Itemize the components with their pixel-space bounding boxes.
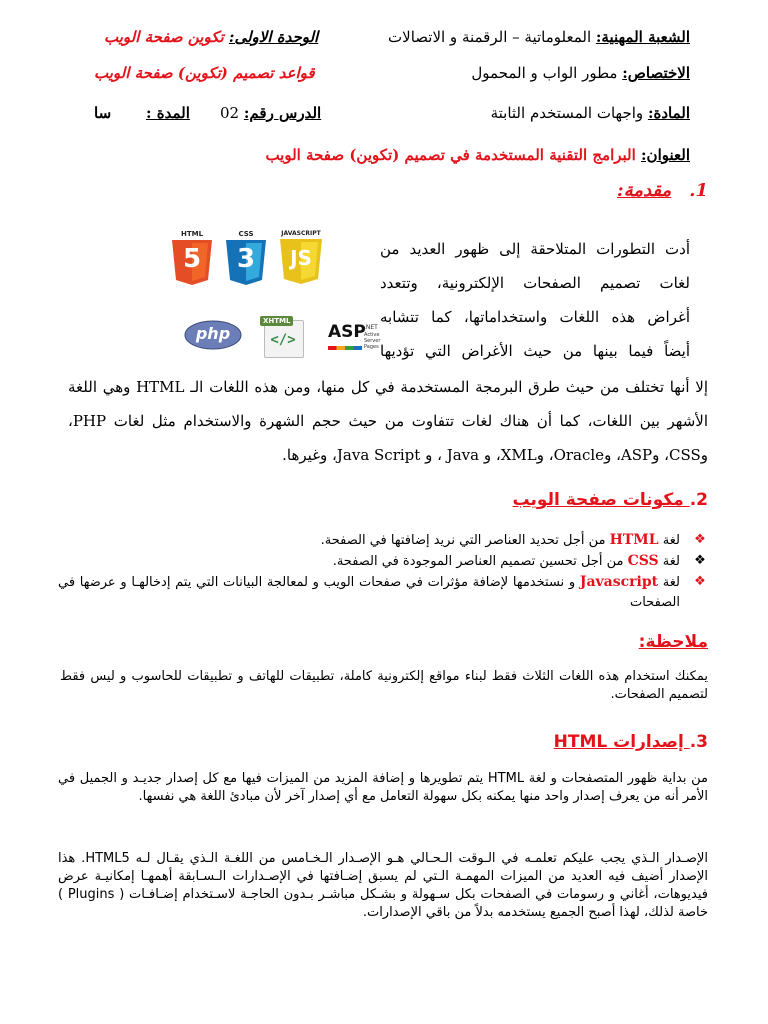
- subject-label: المادة:: [647, 104, 690, 122]
- php-logo: [184, 320, 242, 350]
- javascript-label: JAVASCRIPT: [281, 230, 321, 237]
- lesson-number-label: الدرس رقم:: [243, 104, 322, 122]
- bullet-item-html: [58, 530, 708, 551]
- body-line: وCSS، وASP، وOracle، وXML، و Java ، و Java Script، وغيرها.: [282, 446, 708, 464]
- lesson-number: [220, 104, 321, 122]
- unit-info: [104, 28, 318, 46]
- bullet-item-css: [58, 551, 708, 572]
- unit-subtitle: قواعد تصميم (تكوين) صفحة الويب: [94, 64, 315, 82]
- section3-heading: [554, 732, 708, 752]
- bullet-prefix: لغة: [658, 554, 680, 569]
- bullet-prefix: لغة: [658, 533, 680, 548]
- title-label: العنوان:: [641, 146, 690, 164]
- section1-body: [68, 370, 708, 472]
- section3-number: 3.: [689, 732, 708, 752]
- bullet-text: من أجل تحديد العناصر التي نريد إضافتها في الصفحة.: [320, 533, 610, 548]
- section3-title: إصدارات HTML: [553, 732, 690, 752]
- css3-logo: [224, 230, 268, 288]
- body-line: إلا أنها تختلف من حيث طرق البرمجة المستخدمة في كل منها، ومن هذه اللغات الـ HTML وهي اللغة: [68, 378, 708, 396]
- section2-heading: [513, 490, 708, 510]
- specialty-branch: [388, 28, 690, 46]
- asp-logo: [328, 322, 384, 358]
- asp-color-bar: [328, 346, 362, 350]
- intro-line: أدت التطورات المتلاحقة إلى ظهور العديد من: [380, 240, 690, 258]
- diamond-bullet-icon: ❖: [694, 532, 706, 547]
- html5-logo: [170, 230, 214, 288]
- section1-intro: [380, 232, 690, 368]
- specialization-label: الاختصاص:: [622, 64, 690, 82]
- duration-value: سا: [94, 104, 112, 122]
- note-heading: ملاحظة:: [638, 632, 708, 652]
- section2-title: مكونات صفحة الويب: [512, 490, 690, 510]
- html5-digit: 5: [182, 244, 202, 274]
- asp-text: ASP: [328, 322, 366, 342]
- javascript-digit: JS: [290, 246, 312, 270]
- unit-value: تكوين صفحة الويب: [104, 28, 229, 46]
- title-value: البرامج التقنية المستخدمة في تصميم (تكوين) صفحة الويب: [265, 146, 642, 164]
- branch-label: الشعبة المهنية:: [595, 28, 690, 46]
- intro-line: أغراض هذه اللغات واستخداماتها، كما تتشابه: [380, 308, 690, 326]
- bullet-text: من أجل تحسين تصميم العناصر الموجودة في الصفحة.: [332, 554, 628, 569]
- section3-paragraph-2: الإصـدار الـذي يجب عليكم تعلمـه في الـوقت الـحـالي هـو الإصـدار الـخـامس من اللغـة الـذي يقـال لـه HTML5. هذا الإصدار أضيف فيه العديد من الميزات المهمـة الـتي لم يسبق إضـافتها في الإصـدارات الـسـابقة أهمهـا إمكانيـة عرض فيديوهات، أغاني و رسومات في الصفحات بكل سـهولة و بشـكل مباشـر بـدون الحاجـة لاسـتخدام إضـافـات ( Plugins ) خاصة لذلك، لهذا أصبح الجميع يستخدمه بدلاً من باقي الإصدارات.: [58, 851, 708, 920]
- subject-value: واجهات المستخدم الثابتة: [490, 104, 648, 122]
- bullet-text: و نستخدمها لإضافة مؤثرات في صفحات الويب و لمعالجة البيانات التي يتم إدخالهـا و عرضها في الصفحات: [58, 575, 680, 610]
- section1-title: مقدمة:: [617, 180, 672, 201]
- section3-paragraph-1: من بداية ظهور المتصفحات و لغة HTML يتم تطويرها و إضافة المزيد من الميزات فيها مع كل إصدار جديـد و الجميل في الأمر أنه من يعرف إصدار واحد منها يمكنه بكل سهولة التعامل مع أي إصدار آخر لأن مبادئ اللغة هي نفسها.: [58, 771, 709, 804]
- body-line: الأشهر بين اللغات، كما أن هناك لغات تتفاوت من حيث حجم الشهرة والاستخدام مثل لغات PHP،: [68, 412, 708, 430]
- xhtml-tag: XHTML: [260, 316, 293, 326]
- bullet-lang: Javascript: [579, 574, 659, 590]
- html5-label: HTML: [180, 230, 204, 238]
- asp-sub-text: .NET: [364, 324, 378, 331]
- specialization-value: مطور الواب و المحمول: [471, 64, 623, 82]
- xhtml-logo: [260, 316, 306, 358]
- header-row-2: [0, 64, 768, 92]
- bullet-prefix: لغة: [658, 575, 680, 590]
- php-text: php: [195, 324, 231, 343]
- unit-label: الوحدة الاولى:: [228, 28, 319, 46]
- bullet-item-javascript: [58, 572, 708, 613]
- specialization: [471, 64, 690, 82]
- diamond-bullet-icon: ❖: [694, 553, 706, 568]
- duration-label: المدة :: [146, 104, 190, 122]
- xhtml-code-glyph: </>: [270, 332, 296, 348]
- section2-number: 2.: [689, 490, 708, 510]
- javascript-logo: [276, 230, 326, 288]
- header-row-3: [0, 104, 768, 132]
- css3-digit: 3: [236, 244, 256, 274]
- asp-caption: Active Server Pages: [364, 332, 381, 350]
- intro-line: لغات تصميم الصفحات الإلكترونية، وتتعدد: [380, 274, 690, 292]
- lesson-title: [50, 146, 690, 164]
- lesson-number-value: 02: [220, 104, 244, 122]
- section1-heading: [617, 180, 708, 201]
- css3-label: CSS: [238, 230, 254, 238]
- subject: [491, 104, 690, 122]
- branch-value: المعلوماتية – الرقمنة و الاتصالات: [388, 28, 596, 46]
- diamond-bullet-icon: ❖: [694, 574, 706, 589]
- section1-number: 1.: [689, 180, 708, 201]
- bullet-lang: CSS: [627, 553, 659, 569]
- header-row-1: [0, 28, 768, 56]
- note-text: يمكنك استخدام هذه اللغات الثلاث فقط لبناء مواقع إلكترونية كاملة، تطبيقات للهاتف و تطبيقات للحاسوب و ليس فقط لتصميم الصفحات.: [60, 669, 708, 702]
- bullet-lang: HTML: [609, 532, 659, 548]
- intro-line: أيضاً فيما بينها من حيث الأغراض التي تؤديها: [380, 342, 690, 360]
